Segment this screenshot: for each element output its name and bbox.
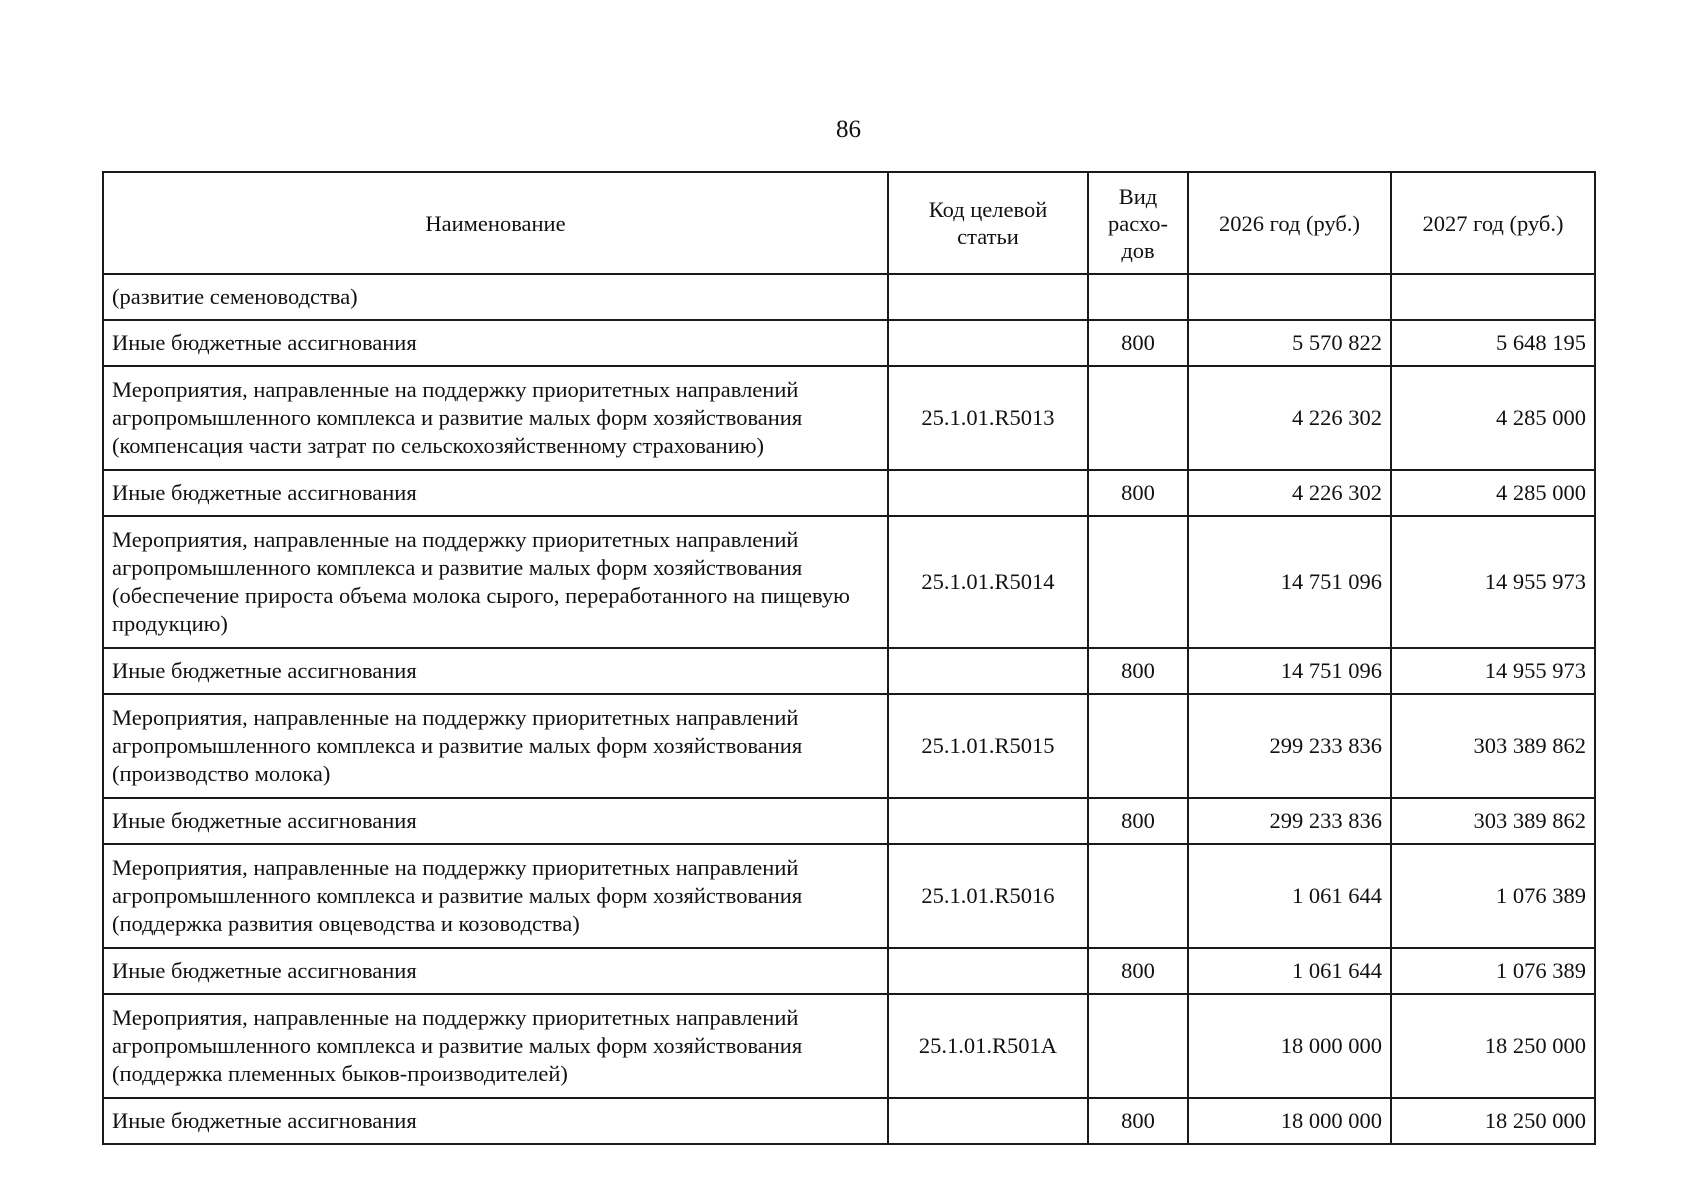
cell-2027: 5 648 195 <box>1391 320 1595 366</box>
cell-code: 25.1.01.R5014 <box>888 516 1088 648</box>
cell-name: Мероприятия, направленные на поддержку приоритетных направлений агропромышленного комплекса и развитие малых форм хозяйствования (поддержка племенных быков-производителей) <box>103 994 888 1098</box>
cell-2027: 303 389 862 <box>1391 694 1595 798</box>
cell-2027: 1 076 389 <box>1391 844 1595 948</box>
cell-2026: 14 751 096 <box>1188 516 1391 648</box>
table-row <box>103 994 1595 1098</box>
cell-name: Мероприятия, направленные на поддержку приоритетных направлений агропромышленного комплекса и развитие малых форм хозяйствования (обеспечение прироста объема молока сырого, переработанного на пищевую продукцию) <box>103 516 888 648</box>
cell-name: Мероприятия, направленные на поддержку приоритетных направлений агропромышленного комплекса и развитие малых форм хозяйствования (поддержка развития овцеводства и козоводства) <box>103 844 888 948</box>
cell-2026: 1 061 644 <box>1188 948 1391 994</box>
cell-2026: 4 226 302 <box>1188 470 1391 516</box>
header-name: Наименование <box>103 172 888 274</box>
table-row <box>103 320 1595 366</box>
cell-name: Иные бюджетные ассигнования <box>103 320 888 366</box>
cell-2027: 4 285 000 <box>1391 366 1595 470</box>
table-row <box>103 274 1595 320</box>
budget-table <box>102 171 1596 1145</box>
cell-2027 <box>1391 274 1595 320</box>
header-2027: 2027 год (руб.) <box>1391 172 1595 274</box>
cell-name: Мероприятия, направленные на поддержку приоритетных направлений агропромышленного комплекса и развитие малых форм хозяйствования (компенсация части затрат по сельскохозяйственному страхованию) <box>103 366 888 470</box>
table-row <box>103 648 1595 694</box>
cell-name: Иные бюджетные ассигнования <box>103 1098 888 1144</box>
cell-code <box>888 320 1088 366</box>
cell-name: Иные бюджетные ассигнования <box>103 948 888 994</box>
cell-2027: 4 285 000 <box>1391 470 1595 516</box>
cell-code <box>888 948 1088 994</box>
table-row <box>103 1098 1595 1144</box>
cell-kind <box>1088 516 1188 648</box>
cell-code: 25.1.01.R5016 <box>888 844 1088 948</box>
cell-code: 25.1.01.R5013 <box>888 366 1088 470</box>
table-header-row <box>103 172 1595 274</box>
cell-kind: 800 <box>1088 470 1188 516</box>
cell-2027: 14 955 973 <box>1391 648 1595 694</box>
cell-code <box>888 648 1088 694</box>
cell-code <box>888 274 1088 320</box>
cell-kind: 800 <box>1088 948 1188 994</box>
cell-2026: 299 233 836 <box>1188 694 1391 798</box>
cell-2027: 18 250 000 <box>1391 1098 1595 1144</box>
cell-kind <box>1088 274 1188 320</box>
cell-kind: 800 <box>1088 320 1188 366</box>
table-row <box>103 694 1595 798</box>
header-kind: Вид расхо-дов <box>1088 172 1188 274</box>
cell-2027: 1 076 389 <box>1391 948 1595 994</box>
cell-name: Иные бюджетные ассигнования <box>103 470 888 516</box>
table-row <box>103 798 1595 844</box>
cell-kind: 800 <box>1088 798 1188 844</box>
cell-2026 <box>1188 274 1391 320</box>
table-row <box>103 470 1595 516</box>
cell-name: (развитие семеноводства) <box>103 274 888 320</box>
cell-name: Иные бюджетные ассигнования <box>103 648 888 694</box>
cell-2026: 4 226 302 <box>1188 366 1391 470</box>
cell-kind: 800 <box>1088 648 1188 694</box>
cell-name: Иные бюджетные ассигнования <box>103 798 888 844</box>
table-row <box>103 366 1595 470</box>
cell-kind: 800 <box>1088 1098 1188 1144</box>
cell-2027: 18 250 000 <box>1391 994 1595 1098</box>
table-row <box>103 948 1595 994</box>
page-number: 86 <box>836 116 861 143</box>
cell-code: 25.1.01.R501A <box>888 994 1088 1098</box>
cell-name: Мероприятия, направленные на поддержку приоритетных направлений агропромышленного комплекса и развитие малых форм хозяйствования (производство молока) <box>103 694 888 798</box>
header-2026: 2026 год (руб.) <box>1188 172 1391 274</box>
cell-2026: 1 061 644 <box>1188 844 1391 948</box>
table-row <box>103 516 1595 648</box>
cell-2026: 14 751 096 <box>1188 648 1391 694</box>
cell-2026: 18 000 000 <box>1188 1098 1391 1144</box>
cell-code <box>888 798 1088 844</box>
cell-kind <box>1088 844 1188 948</box>
cell-2026: 5 570 822 <box>1188 320 1391 366</box>
cell-code <box>888 1098 1088 1144</box>
cell-code: 25.1.01.R5015 <box>888 694 1088 798</box>
cell-kind <box>1088 994 1188 1098</box>
cell-2026: 18 000 000 <box>1188 994 1391 1098</box>
cell-kind <box>1088 366 1188 470</box>
cell-code <box>888 470 1088 516</box>
cell-2027: 14 955 973 <box>1391 516 1595 648</box>
cell-2027: 303 389 862 <box>1391 798 1595 844</box>
cell-2026: 299 233 836 <box>1188 798 1391 844</box>
header-code: Код целевой статьи <box>888 172 1088 274</box>
cell-kind <box>1088 694 1188 798</box>
table-row <box>103 844 1595 948</box>
